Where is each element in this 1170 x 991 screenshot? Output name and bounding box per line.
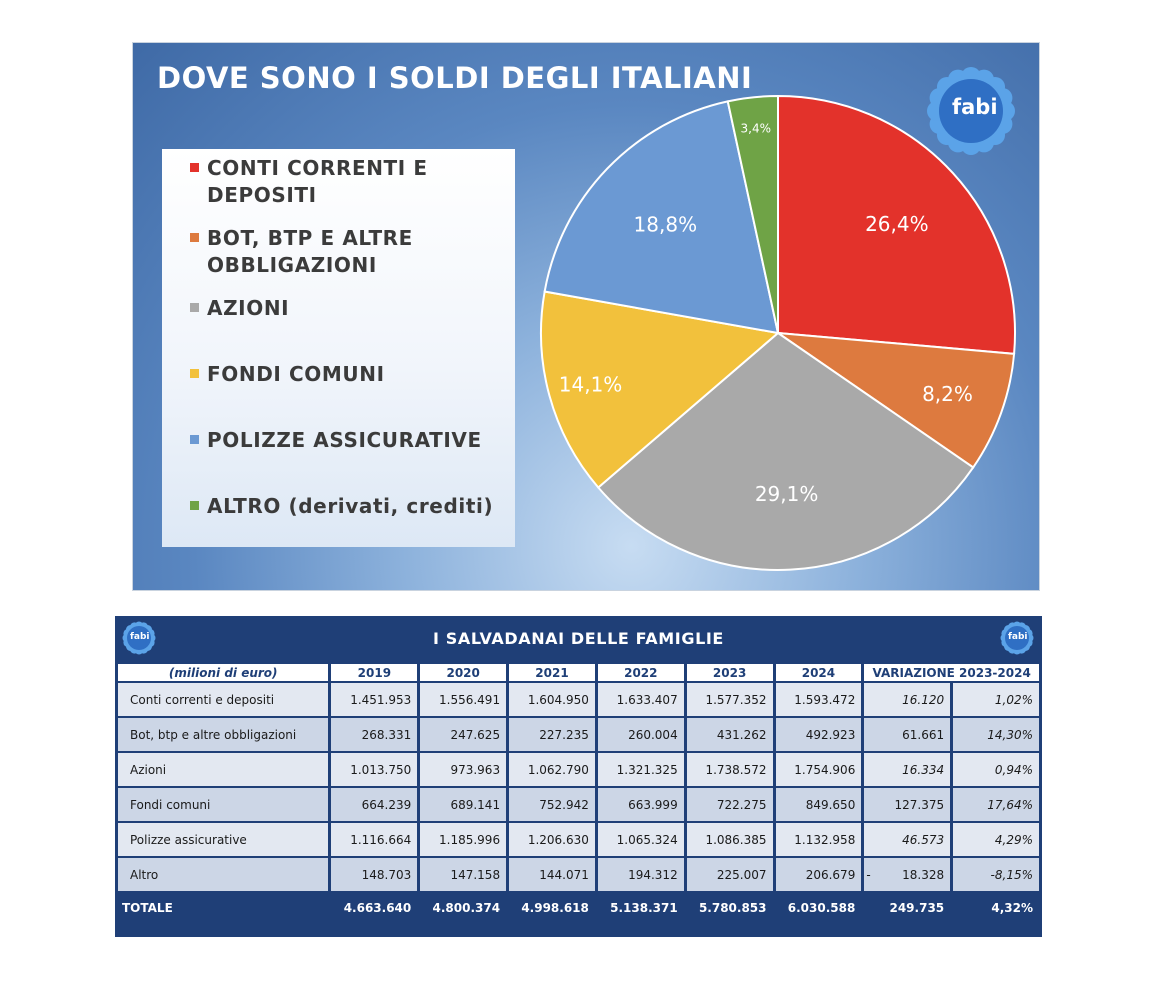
variation-abs-cell xyxy=(864,823,950,856)
table-cell: 147.158 xyxy=(420,858,506,891)
variation-pct-cell: 17,64% xyxy=(953,788,1039,821)
table-cell: 722.275 xyxy=(687,788,773,821)
total-cell: 4.663.640 xyxy=(331,893,417,923)
variation-pct-cell: 1,02% xyxy=(953,683,1039,716)
total-variation-pct: 4,32% xyxy=(953,893,1039,923)
table-cell: 268.331 xyxy=(331,718,417,751)
savings-table xyxy=(115,662,1042,925)
pie-slice-label: 14,1% xyxy=(558,372,623,397)
total-variation-abs: 249.735 xyxy=(864,893,950,923)
table-cell: 752.942 xyxy=(509,788,595,821)
pie-chart-title: DOVE SONO I SOLDI DEGLI ITALIANI xyxy=(157,61,753,95)
col-header-year: 2022 xyxy=(598,664,684,681)
table-cell: 1.577.352 xyxy=(687,683,773,716)
table-cell: 1.451.953 xyxy=(331,683,417,716)
table-cell: 1.132.958 xyxy=(776,823,862,856)
pie-chart-panel xyxy=(132,42,1040,591)
table-cell: 1.593.472 xyxy=(776,683,862,716)
col-header-variation: VARIAZIONE 2023-2024 xyxy=(864,664,1039,681)
table-cell: 1.065.324 xyxy=(598,823,684,856)
table-cell: 247.625 xyxy=(420,718,506,751)
table-cell: 1.754.906 xyxy=(776,753,862,786)
table-cell: 194.312 xyxy=(598,858,684,891)
total-cell: 4.998.618 xyxy=(509,893,595,923)
variation-abs-cell xyxy=(864,753,950,786)
variation-pct-cell: 4,29% xyxy=(953,823,1039,856)
table-cell: 206.679 xyxy=(776,858,862,891)
row-label: Azioni xyxy=(118,753,328,786)
variation-pct-cell: 0,94% xyxy=(953,753,1039,786)
fabi-logo xyxy=(919,65,1023,157)
savings-table-panel xyxy=(115,616,1042,937)
total-cell: 5.780.853 xyxy=(687,893,773,923)
table-cell: 260.004 xyxy=(598,718,684,751)
variation-pct-cell: 14,30% xyxy=(953,718,1039,751)
variation-abs-value: 16.120 xyxy=(902,692,945,707)
table-cell: 1.206.630 xyxy=(509,823,595,856)
table-cell: 689.141 xyxy=(420,788,506,821)
legend-label: CONTI CORRENTI E DEPOSITI xyxy=(207,156,428,207)
table-row xyxy=(118,788,1039,821)
table-cell: 144.071 xyxy=(509,858,595,891)
variation-abs-value: 61.661 xyxy=(902,727,945,742)
total-cell: 4.800.374 xyxy=(420,893,506,923)
col-header-year: 2024 xyxy=(776,664,862,681)
row-label: Fondi comuni xyxy=(118,788,328,821)
table-cell: 148.703 xyxy=(331,858,417,891)
col-header-year: 2023 xyxy=(687,664,773,681)
table-cell: 1.604.950 xyxy=(509,683,595,716)
col-header-year: 2019 xyxy=(331,664,417,681)
pie-slice-label: 3,4% xyxy=(740,121,772,136)
table-cell: 973.963 xyxy=(420,753,506,786)
table-row xyxy=(118,683,1039,716)
table-cell: 663.999 xyxy=(598,788,684,821)
row-label: Polizze assicurative xyxy=(118,823,328,856)
table-total-row xyxy=(118,893,1039,923)
table-title: I SALVADANAI DELLE FAMIGLIE xyxy=(433,628,724,648)
table-cell: 1.321.325 xyxy=(598,753,684,786)
table-cell: 1.556.491 xyxy=(420,683,506,716)
row-label: Altro xyxy=(118,858,328,891)
total-cell: 5.138.371 xyxy=(598,893,684,923)
legend-label: ALTRO (derivati, crediti) xyxy=(207,494,494,518)
table-cell: 1.633.407 xyxy=(598,683,684,716)
table-cell: 1.185.996 xyxy=(420,823,506,856)
legend-label: BOT, BTP E ALTRE OBBLIGAZIONI xyxy=(207,226,413,277)
table-cell: 227.235 xyxy=(509,718,595,751)
table-cell: 1.738.572 xyxy=(687,753,773,786)
pie-slice-label: 26,4% xyxy=(865,212,929,237)
table-cell: 664.239 xyxy=(331,788,417,821)
fabi-logo-text: fabi xyxy=(1008,632,1028,642)
table-row xyxy=(118,753,1039,786)
fabi-logo-left xyxy=(119,620,159,656)
table-cell: 492.923 xyxy=(776,718,862,751)
total-label: TOTALE xyxy=(118,893,328,923)
variation-abs-value: 127.375 xyxy=(894,797,945,812)
table-cell: 1.062.790 xyxy=(509,753,595,786)
table-row xyxy=(118,823,1039,856)
pie-slice-label: 18,8% xyxy=(633,212,698,237)
legend-label: POLIZZE ASSICURATIVE xyxy=(207,428,482,452)
table-cell: 225.007 xyxy=(687,858,773,891)
variation-abs-value: 16.334 xyxy=(902,762,945,777)
negative-sign: - xyxy=(866,867,871,882)
pie-chart xyxy=(133,43,1040,591)
table-row xyxy=(118,858,1039,891)
fabi-logo-right xyxy=(997,620,1037,656)
col-header-year: 2021 xyxy=(509,664,595,681)
variation-pct-cell: -8,15% xyxy=(953,858,1039,891)
table-cell: 431.262 xyxy=(687,718,773,751)
legend-label: AZIONI xyxy=(207,296,290,320)
table-cell: 1.116.664 xyxy=(331,823,417,856)
table-cell: 1.086.385 xyxy=(687,823,773,856)
variation-abs-cell xyxy=(864,858,950,891)
row-label: Conti correnti e depositi xyxy=(118,683,328,716)
table-row xyxy=(118,718,1039,751)
pie-slice-label: 29,1% xyxy=(754,481,819,506)
variation-abs-value: 18.328 xyxy=(902,867,945,882)
total-cell: 6.030.588 xyxy=(776,893,862,923)
pie-slice-label: 8,2% xyxy=(922,382,973,407)
row-label: Bot, btp e altre obbligazioni xyxy=(118,718,328,751)
table-cell: 849.650 xyxy=(776,788,862,821)
col-header-unit: (milioni di euro) xyxy=(118,664,328,681)
fabi-logo-text: fabi xyxy=(130,632,150,642)
table-cell: 1.013.750 xyxy=(331,753,417,786)
legend-label: FONDI COMUNI xyxy=(207,362,385,386)
variation-abs-value: 46.573 xyxy=(902,832,945,847)
table-header-row xyxy=(118,664,1039,681)
fabi-logo-text: fabi xyxy=(952,95,998,119)
variation-abs-cell xyxy=(864,683,950,716)
variation-abs-cell xyxy=(864,718,950,751)
variation-abs-cell xyxy=(864,788,950,821)
col-header-year: 2020 xyxy=(420,664,506,681)
